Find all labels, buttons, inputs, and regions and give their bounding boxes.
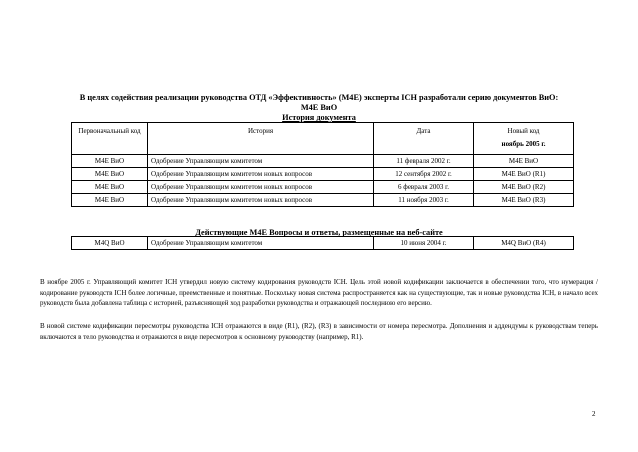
row-code: M4E ВиО	[72, 194, 148, 207]
row-history: Одобрение Управляющим комитетом новых вопросов	[148, 194, 374, 207]
row-date: 11 ноября 2003 г.	[374, 194, 474, 207]
paragraph-1: В ноябре 2005 г. Управляющий комитет ICH утвердил новую систему кодирования руководств ICH. Цель этой новой кодификации заключается в обеспечении того, что нумерация / кодирование руководств ICH более логичные, преемственные и понятные. Поскольку новая система распространяется как на существующие, так и новые руководства ICH, в начало всех руководств была добавлена таблица с историей, разъясняющей ход разработки руководства и отражающей последнюю его версию.	[40, 278, 598, 307]
row-new-code: M4E ВиО (R1)	[474, 168, 574, 181]
current-table	[71, 236, 574, 250]
row-code: M4E ВиО	[72, 168, 148, 181]
row-new-code: M4E ВиО	[474, 155, 574, 168]
row-code: M4E ВиО	[72, 155, 148, 168]
row-date: 11 февраля 2002 г.	[374, 155, 474, 168]
row-new-code: M4E ВиО (R3)	[474, 194, 574, 207]
row-history: Одобрение Управляющим комитетом	[148, 155, 374, 168]
header-new-code-date: ноябрь 2005 г.	[501, 140, 546, 148]
row-date: 6 февраля 2003 г.	[374, 181, 474, 194]
header-date: Дата	[374, 123, 474, 155]
header-original-code: Первоначальный код	[72, 123, 148, 155]
history-table	[71, 122, 574, 207]
row-history: Одобрение Управляющим комитетом новых вопросов	[148, 168, 374, 181]
table-row	[72, 237, 574, 250]
page-number: 2	[592, 410, 596, 418]
heading-line-3: История документа	[282, 113, 356, 122]
row-code: M4E ВиО	[72, 181, 148, 194]
row-new-code: M4Q ВиО (R4)	[474, 237, 574, 250]
row-date: 10 июня 2004 г.	[374, 237, 474, 250]
heading-line-2: M4E ВиО	[300, 103, 338, 112]
heading-line-1: В целях содействия реализации руководства ОТД «Эффективность» (М4Е) эксперты ICH разработали серию документов ВиО:	[79, 93, 559, 102]
row-new-code: M4E ВиО (R2)	[474, 181, 574, 194]
history-table-header-row	[72, 123, 574, 155]
current-section-title: Действующие M4E Вопросы и ответы, размещенные на веб-сайте	[195, 228, 443, 237]
header-new-code-label: Новый код	[507, 127, 540, 135]
row-history: Одобрение Управляющим комитетом новых вопросов	[148, 181, 374, 194]
row-code: M4Q ВиО	[72, 237, 148, 250]
row-date: 12 сентября 2002 г.	[374, 168, 474, 181]
document-heading	[40, 93, 598, 123]
table-row	[72, 168, 574, 181]
header-history: История	[148, 123, 374, 155]
table-row	[72, 181, 574, 194]
row-history: Одобрение Управляющим комитетом	[148, 237, 374, 250]
table-row	[72, 155, 574, 168]
header-new-code	[474, 123, 574, 155]
table-row	[72, 194, 574, 207]
paragraph-2: В новой системе кодификации пересмотры руководства ICH отражаются в виде (R1), (R2), (R3) в зависимости от номера пересмотра. Дополнения и аддендумы к руководствам теперь включаются в тело руководства и отражаются в виде пересмотров к основному руководству (например, R1).	[40, 322, 598, 341]
